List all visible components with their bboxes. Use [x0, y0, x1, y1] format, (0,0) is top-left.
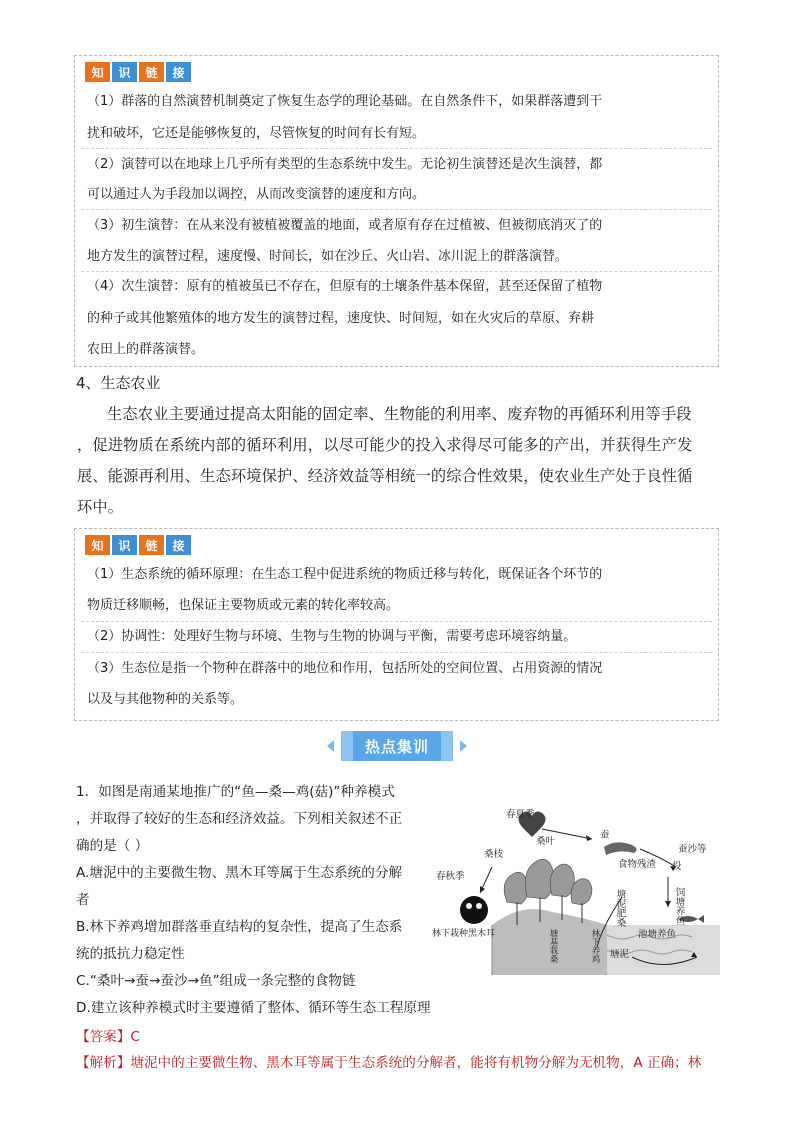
divider	[81, 209, 712, 210]
box-line: 扰和破坏，它还是能够恢复的，尽管恢复的时间有长有短。	[87, 126, 426, 141]
label-silkworm: 蚕	[600, 830, 610, 841]
box-line: （1）群落的自然演替机制奠定了恢复生态学的理论基础。在自然条件下，如果群落遭到干	[87, 94, 603, 109]
option-b: B.林下养鸡增加群落垂直结构的复杂性，提高了生态系	[76, 919, 403, 935]
tag-char: 接	[166, 62, 191, 82]
knowledge-box-2	[74, 528, 719, 721]
analysis-label: 【解析】	[76, 1055, 131, 1071]
box-line: （2）协调性：处理好生物与环境、生物与生物的协调与平衡，需要考虑环境容纳量。	[87, 629, 577, 644]
hot-training-banner	[327, 731, 467, 761]
banner-title: 热点集训	[353, 731, 441, 761]
label-food-residue: 食物残渣	[618, 859, 657, 870]
tag-char: 接	[166, 535, 191, 555]
tag-char: 识	[112, 535, 137, 555]
box-line: （3）生态位是指一个物种在群落中的地位和作用，包括所处的空间位置、占用资源的情况	[87, 661, 603, 676]
divider	[81, 271, 712, 272]
fish-mulberry-chicken-diagram	[432, 807, 720, 975]
option-a: A.塘泥中的主要微生物、黑木耳等属于生态系统的分解	[76, 865, 403, 881]
knowledge-tags	[85, 62, 191, 82]
knowledge-box-1	[74, 55, 719, 367]
triangle-left-icon	[327, 740, 334, 752]
box-line: 地方发生的演替过程，速度慢、时间长，如在沙丘、火山岩、冰川泥上的群落演替。	[87, 249, 569, 264]
paragraph-line: 生态农业主要通过提高太阳能的固定率、生物能的利用率、废弃物的再循环利用等手段	[107, 405, 692, 423]
answer-value: C	[130, 1029, 140, 1045]
knowledge-tags	[85, 535, 191, 555]
option-c: C.“桑叶→蚕→蚕沙→鱼”组成一条完整的食物链	[76, 973, 356, 989]
divider	[81, 148, 712, 149]
box-line: （4）次生演替：原有的植被虽已不存在，但原有的土壤条件基本保留，甚至还保留了植物	[87, 279, 603, 294]
option-b-cont: 统的抵抗力稳定性	[76, 946, 185, 962]
label-silk-sand: 蚕沙等	[678, 844, 707, 855]
box-line: 以及与其他物种的关系等。	[87, 692, 244, 707]
answer-line	[76, 1025, 140, 1045]
analysis-text: 塘泥中的主要微生物、黑木耳等属于生态系统的分解者，能将有机物分解为无机物，A 正确；林	[130, 1055, 702, 1071]
label-throw: 投	[672, 861, 682, 872]
tag-char: 识	[112, 62, 137, 82]
box-line: （1）生态系统的循环原理：在生态工程中促进系统的物质迁移与转化，既保证各个环节的	[87, 567, 603, 582]
label-feed-fish: 饲塘养鱼	[673, 887, 685, 925]
tag-char: 知	[85, 535, 110, 555]
label-pond-mud: 塘泥	[610, 949, 630, 960]
label-autumn-winter: 春秋季	[436, 871, 465, 882]
paragraph-line: 环中。	[77, 498, 124, 516]
box-line: 农田上的群落演替。	[87, 342, 205, 357]
label-fungus: 林下栽种黑木耳	[432, 929, 496, 939]
question-stem: 1．如图是南通某地推广的“鱼—桑—鸡(菇)”种养模式	[76, 784, 395, 800]
paragraph-line: 展、能源再利用、生态环境保护、经济效益等相统一的综合性效果，使农业生产处于良性循	[77, 467, 693, 485]
label-mulberry-twig: 桑枝	[484, 849, 504, 860]
answer-label: 【答案】	[76, 1029, 131, 1045]
box-line: 可以通过人为手段加以调控，从而改变演替的速度和方向。	[87, 187, 426, 202]
divider	[81, 652, 712, 653]
label-forest-chicken: 林下养鸡	[590, 929, 600, 963]
box-line: 的种子或其他繁殖体的地方发生的演替过程，速度快、时间短，如在火灾后的草原、弃耕	[87, 311, 595, 326]
label-mulberry-leaf: 桑叶	[536, 836, 556, 847]
box-line: （3）初生演替：在从来没有被植被覆盖的地面，或者原有存在过植被、但被彻底消灭了的	[87, 218, 603, 233]
box-line: （2）演替可以在地球上几乎所有类型的生态系统中发生。无论初生演替还是次生演替，都	[87, 157, 603, 172]
label-bank-mulberry: 塘基栽桑	[548, 929, 558, 963]
divider	[81, 621, 712, 622]
option-a-cont: 者	[76, 892, 90, 908]
paragraph-line: ，促进物质在系统内部的循环利用，以尽可能少的投入求得尽可能多的产出，并获得生产发	[77, 436, 693, 454]
tag-char: 链	[139, 535, 164, 555]
section-heading: 4、生态农业	[76, 374, 161, 392]
option-d: D.建立该种养模式时主要遵循了整体、循环等生态工程原理	[76, 1000, 431, 1016]
question-stem: ，并取得了较好的生态和经济效益。下列相关叙述不正	[76, 811, 403, 827]
triangle-right-icon	[460, 740, 467, 752]
label-pond-fish: 池塘养鱼	[638, 929, 677, 940]
box-line: 物质迁移顺畅，也保证主要物质或元素的转化率较高。	[87, 598, 400, 613]
label-pond-mud-fert: 塘泥肥桑	[614, 889, 626, 927]
tag-char: 知	[85, 62, 110, 82]
label-feed-fish-vertical	[674, 886, 686, 925]
analysis-line	[76, 1051, 701, 1071]
tag-char: 链	[139, 62, 164, 82]
question-stem: 确的是（ ）	[76, 838, 149, 854]
label-spring-summer: 春夏季	[506, 809, 535, 820]
